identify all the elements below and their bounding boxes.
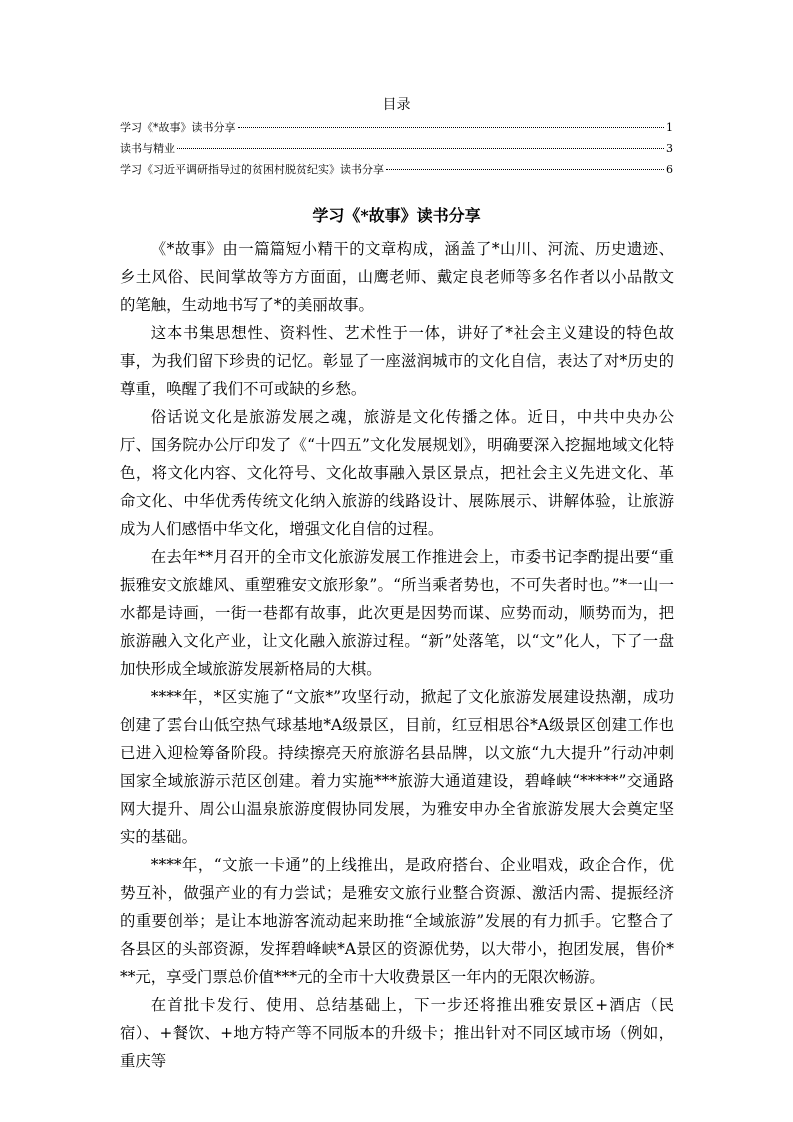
toc-entry-text: 读书与精业 bbox=[120, 142, 175, 155]
toc-entry-page: 3 bbox=[666, 142, 673, 155]
toc-entry[interactable] bbox=[120, 120, 673, 136]
toc-leader bbox=[177, 148, 664, 149]
toc-entry-page: 6 bbox=[666, 163, 673, 176]
toc-leader bbox=[386, 169, 664, 170]
article-body bbox=[120, 235, 674, 1115]
paragraph: 在首批卡发行、使用、总结基础上，下一步还将推出雅安景区+酒店（民宿）、+餐饮、+地方特产等不同版本的升级卡；推出针对不同区域市场（例如，重庆等 bbox=[120, 996, 674, 1070]
paragraph: ****年，*区实施了“文旅*”攻坚行动，掀起了文化旅游发展建设热潮，成功创建了雲台山低空热气球基地*A级景区，目前，红豆相思谷*A级景区创建工作也已进入迎检筹备阶段。持续擦亮天府旅游名县品牌，以文旅“九大提升”行动冲刺国家全域旅游示范区创建。着力实施***旅游大通道建设，碧峰峡“*****”交通路网大提升、周公山温泉旅游度假协同发展，为雅安申办全省旅游发展大会奠定坚实的基础。 bbox=[120, 688, 674, 846]
paragraph: 在去年**月召开的全市文化旅游发展工作推进会上，市委书记李酌提出要“重振雅安文旅雄风、重塑雅安文旅形象”。“所当乘者势也，不可失者时也。”*一山一水都是诗画，一街一巷都有故事，此次更是因势而谋、应势而动，顺势而为，把旅游融入文化产业，让文化融入旅游过程。“新”处落笔，以“文”化人，下了一盘加快形成全域旅游发展新格局的大棋。 bbox=[120, 548, 674, 678]
paragraph: 《*故事》由一篇篇短小精干的文章构成，涵盖了*山川、河流、历史遗迹、乡土风俗、民间掌故等方方面面，山鹰老师、戴定良老师等多名作者以小品散文的笔触，生动地书写了*的美丽故事。 bbox=[120, 240, 674, 314]
toc-leader bbox=[238, 127, 665, 128]
paragraph: 俗话说文化是旅游发展之魂，旅游是文化传播之体。近日，中共中央办公厅、国务院办公厅印发了《“十四五”文化发展规划》，明确要深入挖掘地域文化特色，将文化内容、文化符号、文化故事融入景区景点，把社会主义先进文化、革命文化、中华优秀传统文化纳入旅游的线路设计、展陈展示、讲解体验，让旅游成为人们感悟中华文化，增强文化自信的过程。 bbox=[120, 408, 674, 538]
toc-entry-text: 学习《习近平调研指导过的贫困村脱贫纪实》读书分享 bbox=[120, 163, 384, 176]
article-title: 学习《*故事》读书分享 bbox=[312, 206, 481, 225]
paragraph: ****年，“文旅一卡通”的上线推出，是政府搭台、企业唱戏，政企合作，优势互补，做强产业的有力尝试；是雅安文旅行业整合资源、激活内需、提振经济的重要创举；是让本地游客流动起来助推“全域旅游”发展的有力抓手。它整合了各县区的头部资源，发挥碧峰峡*A景区的资源优势，以大带小，抱团发展，售价***元，享受门票总价值***元的全市十大收费景区一年内的无限次畅游。 bbox=[120, 856, 674, 986]
toc-title: 目录 bbox=[382, 97, 411, 113]
paragraph: 这本书集思想性、资料性、艺术性于一体，讲好了*社会主义建设的特色故事，为我们留下珍贵的记忆。彰显了一座滋润城市的文化自信，表达了对*历史的尊重，唤醒了我们不可或缺的乡愁。 bbox=[120, 324, 674, 398]
toc-entry[interactable] bbox=[120, 162, 673, 178]
toc-entry-page: 1 bbox=[666, 121, 673, 134]
toc-entry-text: 学习《*故事》读书分享 bbox=[120, 121, 236, 134]
toc-entry[interactable] bbox=[120, 141, 673, 157]
